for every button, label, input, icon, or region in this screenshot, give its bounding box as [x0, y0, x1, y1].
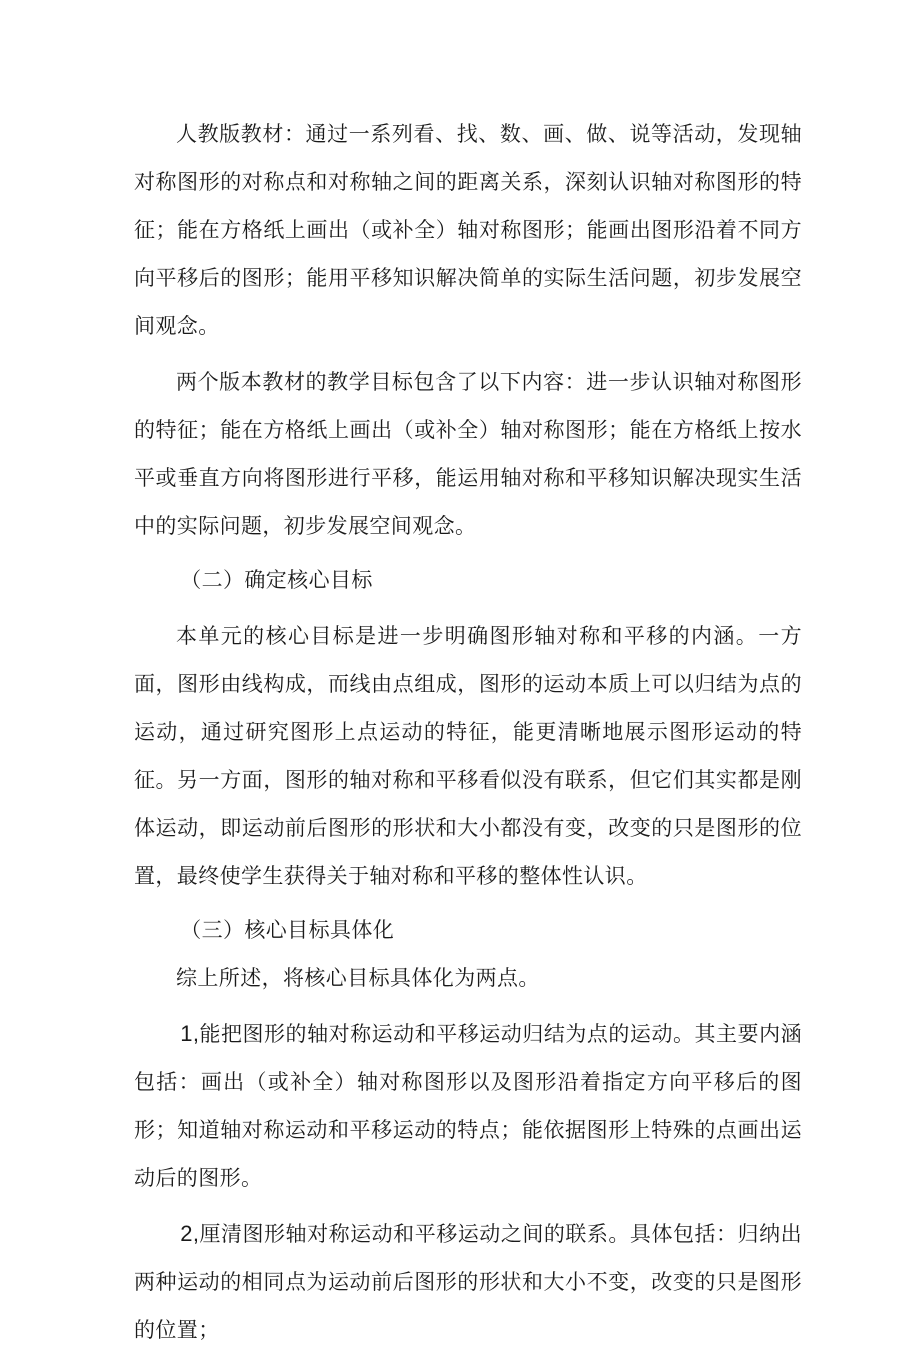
list-item-1: [134, 1010, 802, 1202]
paragraph-core-goal: 本单元的核心目标是进一步明确图形轴对称和平移的内涵。一方面，图形由线构成，而线由点组成，图形的运动本质上可以归结为点的运动，通过研究图形上点运动的特征，能更清晰地展示图形运动的特征。另一方面，图形的轴对称和平移看似没有联系，但它们其实都是刚体运动，即运动前后图形的形状和大小都没有变，改变的只是图形的位置，最终使学生获得关于轴对称和平移的整体性认识。: [134, 624, 802, 888]
list-item-2: [134, 1210, 802, 1354]
list-item-2-text: 厘清图形轴对称运动和平移运动之间的联系。具体包括：归纳出两种运动的相同点为运动前后图形的形状和大小不变，改变的只是图形的位置；: [134, 1222, 802, 1342]
paragraph-renjiao: 人教版教材：通过一系列看、找、数、画、做、说等活动，发现轴对称图形的对称点和对称轴之间的距离关系，深刻认识轴对称图形的特征；能在方格纸上画出（或补全）轴对称图形；能画出图形沿着不同方向平移后的图形；能用平移知识解决简单的实际生活问题，初步发展空间观念。: [134, 122, 802, 338]
list-item-1-number: 1,: [180, 1021, 200, 1046]
paragraph-summary: 综上所述，将核心目标具体化为两点。: [176, 966, 540, 990]
list-item-1-text: 能把图形的轴对称运动和平移运动归结为点的运动。其主要内涵包括：画出（或补全）轴对称图形以及图形沿着指定方向平移后的图形；知道轴对称运动和平移运动的特点；能依据图形上特殊的点画出运动后的图形。: [134, 1022, 802, 1190]
list-item-2-number: 2,: [180, 1221, 200, 1246]
section-heading-core-goal: （二）确定核心目标: [180, 568, 373, 592]
paragraph-two-versions: 两个版本教材的教学目标包含了以下内容：进一步认识轴对称图形的特征；能在方格纸上画出（或补全）轴对称图形；能在方格纸上按水平或垂直方向将图形进行平移，能运用轴对称和平移知识解决现实生活中的实际问题，初步发展空间观念。: [134, 370, 802, 538]
section-heading-concretize: （三）核心目标具体化: [180, 918, 395, 942]
document-body: [134, 110, 802, 1354]
